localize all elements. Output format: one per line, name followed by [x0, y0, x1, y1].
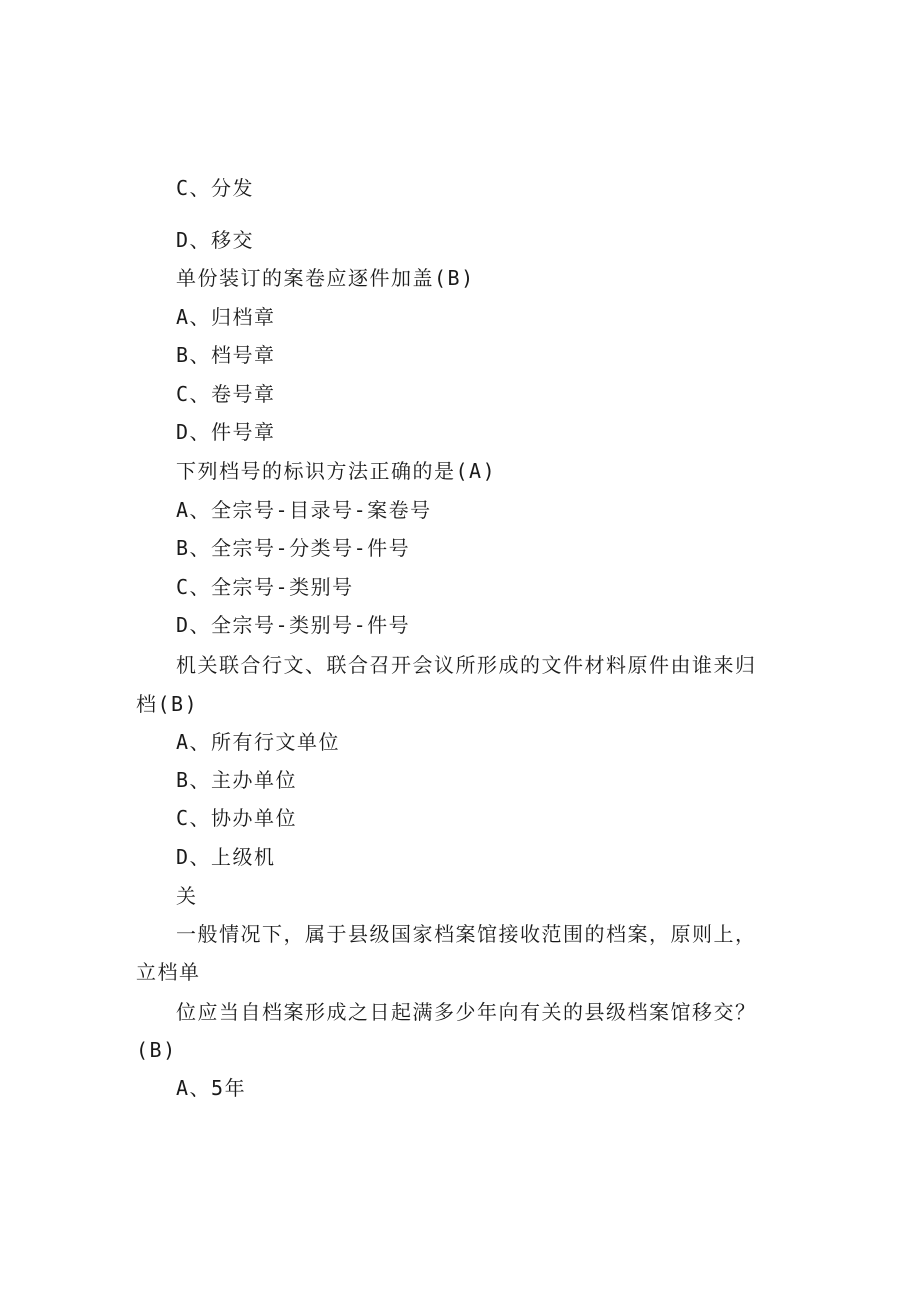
option-c-volume-number-stamp: C、卷号章: [176, 382, 276, 406]
option-c-assisting-unit: C、协办单位: [176, 806, 298, 830]
option-c-fonds-category: C、全宗号-类别号: [176, 575, 354, 599]
option-b-fonds-classification-item: B、全宗号-分类号-件号: [176, 536, 411, 560]
question-county-archive-answer: (B): [136, 1038, 177, 1062]
option-a-all-units: A、所有行文单位: [176, 730, 341, 754]
question-archive-number: 下列档号的标识方法正确的是(A): [176, 459, 497, 483]
option-b-lead-unit: B、主办单位: [176, 768, 298, 792]
option-d-transfer: D、移交: [176, 228, 255, 252]
option-d-item-number-stamp: D、件号章: [176, 420, 276, 444]
option-d-superior-cont: 关: [176, 884, 198, 908]
option-d-superior: D、上级机: [176, 845, 276, 869]
option-a-archive-stamp: A、归档章: [176, 305, 276, 329]
option-d-fonds-category-item: D、全宗号-类别号-件号: [176, 613, 411, 637]
option-c-distribute: C、分发: [176, 176, 255, 200]
question-stamp: 单份装订的案卷应逐件加盖(B): [176, 266, 475, 290]
option-b-archive-number-stamp: B、档号章: [176, 343, 276, 367]
question-county-archive-cont-2: 位应当自档案形成之日起满多少年向有关的县级档案馆移交？: [176, 1000, 757, 1024]
question-county-archive-cont-1: 立档单: [136, 960, 201, 984]
option-a-fonds-catalog-volume: A、全宗号-目录号-案卷号: [176, 498, 432, 522]
question-joint-documents-cont: 档(B): [136, 692, 199, 716]
option-a-5-years: A、5年: [176, 1076, 247, 1100]
question-joint-documents: 机关联合行文、联合召开会议所形成的文件材料原件由谁来归: [176, 653, 757, 677]
question-county-archive: 一般情况下，属于县级国家档案馆接收范围的档案，原则上，: [176, 922, 757, 946]
